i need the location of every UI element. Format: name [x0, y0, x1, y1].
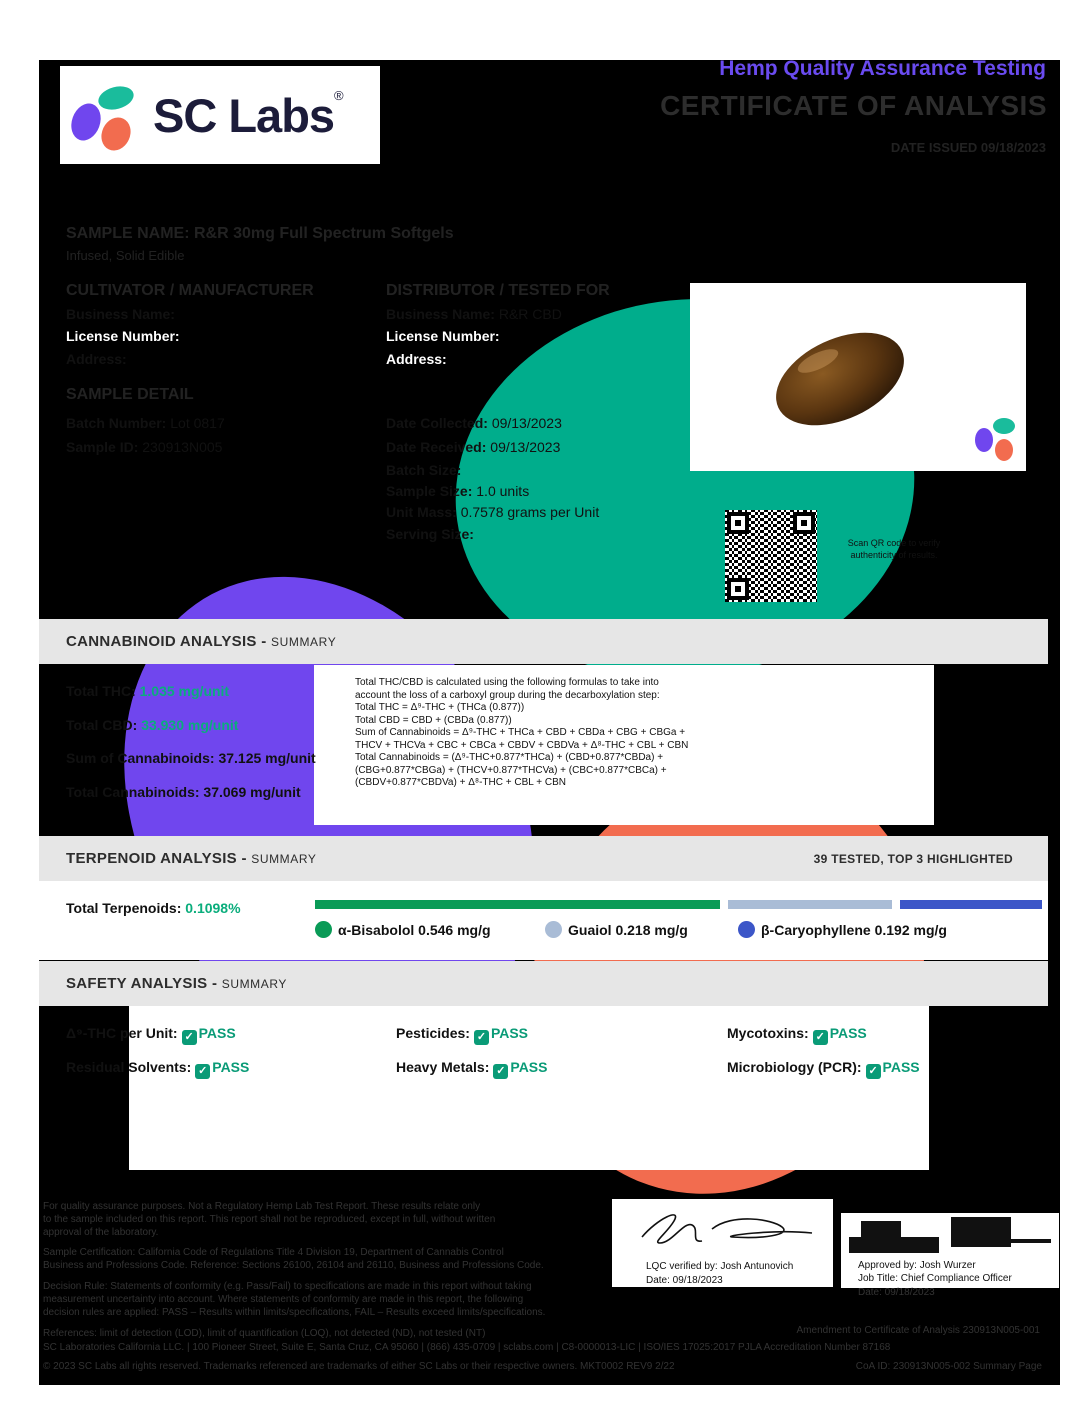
safety-heading: SAFETY ANALYSIS -	[66, 975, 218, 992]
safety-heavy-metals: Heavy Metals: ✓ PASS	[396, 1059, 548, 1077]
coa-id: CoA ID: 230913N005-002 Summary Page	[855, 1361, 1042, 1372]
terpene-legend-1: α-Bisabolol 0.546 mg/g	[315, 921, 491, 938]
terpene-legend-3: β-Caryophyllene 0.192 mg/g	[738, 921, 947, 938]
sample-size: Sample Size: 1.0 units	[386, 483, 530, 499]
amendment: Amendment to Certificate of Analysis 230913N005-001	[796, 1325, 1040, 1336]
references: References: limit of detection (LOD), limit of quantification (LOQ), not detected (ND), not tested (NT)	[43, 1328, 486, 1339]
batch-size: Batch Size:	[386, 462, 462, 478]
terpene-bar-segment-1	[315, 900, 720, 909]
total-cannabinoids: Total Cannabinoids: 37.069 mg/unit	[66, 784, 301, 800]
terpenoid-tested-note: 39 TESTED, TOP 3 HIGHLIGHTED	[813, 852, 1013, 866]
lqc-signature	[612, 1199, 833, 1259]
terpene-bar-segment-3	[900, 900, 1042, 909]
check-icon: ✓	[866, 1064, 881, 1079]
copyright: © 2023 SC Labs all rights reserved. Trademarks referenced are trademarks of either SC Labs or their respective owners. MKT0002 REV9 2/22	[43, 1361, 675, 1372]
terpenoid-heading: TERPENOID ANALYSIS -	[66, 850, 247, 867]
cultivator-heading: CULTIVATOR / MANUFACTURER	[66, 282, 314, 299]
white-panel-terp	[39, 880, 1048, 960]
qr-caption: Scan QR code to verify authenticity of results.	[847, 538, 941, 560]
cannabinoid-heading: CANNABINOID ANALYSIS -	[66, 633, 267, 650]
disclaimer: For quality assurance purposes. Not a Regulatory Hemp Lab Test Report. These results relate only to the sample included on this report. This report shall not be reproduced, except in full, without written approval of the laboratory.	[43, 1201, 496, 1238]
terpenoid-heading-sub: SUMMARY	[251, 852, 317, 866]
check-icon: ✓	[813, 1030, 828, 1045]
terpene-bar-segment-2	[728, 900, 892, 909]
formula-notes: Total THC/CBD is calculated using the following formulas to take into account the loss of a carboxyl group during the decarboxylation step: Total THC = Δ⁹-THC + (THCa (0.877)) Total CBD = CBD + (CBDa (0.877)) Sum of Cannabinoids = Δ⁹-THC + THCa + CBD + CBDa + CBG + CBGa + THCV + THCVa + CBC + CBCa + CBDV + CBDVa + Δ⁸-THC + CBL + CBN Total Cannabinoids = (Δ⁹-THC+0.877*THCa) + (CBD+0.877*CBDa) + (CBG+0.877*CBGa) + (THCV+0.877*THCVa) + (CBC+0.877*CBCa) + (CBDV+0.877*CBDVa) + Δ⁸-THC + CBL + CBN	[355, 677, 689, 788]
safety-thc-per-unit: Δ⁹-THC per Unit: ✓ PASS	[66, 1025, 236, 1043]
approved-title: Job Title: Chief Compliance Officer	[858, 1273, 1012, 1284]
lab-address: SC Laboratories California LLC. | 100 Pioneer Street, Suite E, Santa Cruz, CA 95060 | (866) 435-0709 | sclabs.com | C8-0000013-LIC | ISO/IES 17025:2017 PJLA Accreditation Number 87168	[43, 1342, 891, 1353]
serving-size: Serving Size:	[386, 526, 474, 542]
safety-residual-solvents: Residual Solvents: ✓ PASS	[66, 1059, 250, 1077]
safety-band	[39, 961, 1048, 1006]
safety-heading-sub: SUMMARY	[221, 977, 288, 991]
safety-mycotoxins: Mycotoxins: ✓ PASS	[727, 1025, 867, 1043]
terpenoid-band	[39, 836, 1048, 881]
lqc-date: Date: 09/18/2023	[646, 1275, 723, 1286]
distributor-license: License Number:	[386, 328, 500, 344]
safety-microbiology: Microbiology (PCR): ✓ PASS	[727, 1059, 920, 1077]
cannabinoid-band	[39, 619, 1048, 664]
terpene-share-bar	[315, 900, 1042, 909]
approver-signature	[841, 1213, 1059, 1258]
approved-by: Approved by: Josh Wurzer	[858, 1260, 976, 1271]
sample-id: Sample ID: 230913N005	[66, 439, 223, 455]
qr-code[interactable]	[725, 510, 817, 602]
page-title: CERTIFICATE OF ANALYSIS	[660, 90, 1047, 121]
sample-type: Infused, Solid Edible	[66, 248, 185, 263]
sample-name: SAMPLE NAME: R&R 30mg Full Spectrum Softgels	[66, 225, 454, 242]
cultivator-address: Address:	[66, 351, 127, 367]
certification: Sample Certification: California Code of Regulations Title 4 Division 19, Department of Cannabis Control Business and Professions Code. Reference: Sections 26100, 26104 and 26110, Business and Professions Code.	[43, 1247, 544, 1271]
total-cbd: Total CBD: 33.930 mg/unit	[66, 717, 239, 733]
sc-labs-logo-icon	[64, 76, 144, 156]
date-received: Date Received: 09/13/2023	[386, 439, 561, 455]
softgel-image	[690, 283, 1026, 471]
check-icon: ✓	[474, 1030, 489, 1045]
approver-signature-box	[841, 1213, 1059, 1288]
cultivator-business: Business Name:	[66, 306, 175, 322]
distributor-business: Business Name: R&R CBD	[386, 306, 562, 322]
distributor-heading: DISTRIBUTOR / TESTED FOR	[386, 282, 610, 299]
logo-box	[60, 66, 380, 164]
safety-pesticides: Pesticides: ✓ PASS	[396, 1025, 529, 1043]
distributor-address: Address:	[386, 351, 447, 367]
total-thc: Total THC: 1.035 mg/unit	[66, 683, 230, 699]
decision-rule: Decision Rule: Statements of conformity (e.g. Pass/Fail) to specifications are made in this report without taking measurement uncertainty into account. Where statements of conformity are made in this report, the following decision rules are applied: PASS – Results within limits/specifications, FAIL – Results exceed limits/specifications.	[43, 1281, 546, 1318]
detail-heading: SAMPLE DETAIL	[66, 386, 194, 403]
sum-cannabinoids: Sum of Cannabinoids: 37.125 mg/unit	[66, 750, 316, 766]
date-issued: DATE ISSUED 09/18/2023	[890, 140, 1046, 155]
batch-number: Batch Number: Lot 0817	[66, 415, 225, 431]
terpene-legend-2: Guaiol 0.218 mg/g	[545, 921, 688, 938]
terpene-dot-3	[738, 921, 755, 938]
total-terpenoids: Total Terpenoids: 0.1098%	[66, 900, 241, 916]
approved-date: Date: 09/18/2023	[858, 1287, 935, 1298]
cultivator-license: License Number:	[66, 328, 180, 344]
unit-mass: Unit Mass: 0.7578 grams per Unit	[386, 504, 600, 520]
terpene-dot-1	[315, 921, 332, 938]
terpene-dot-2	[545, 921, 562, 938]
check-icon: ✓	[195, 1064, 210, 1079]
brand-name: SC Labs®	[153, 88, 343, 142]
certificate-sheet	[39, 60, 1060, 1385]
kicker: Hemp Quality Assurance Testing	[719, 60, 1046, 80]
cannabinoid-heading-sub: SUMMARY	[270, 635, 337, 649]
date-collected: Date Collected: 09/13/2023	[386, 415, 562, 431]
product-photo	[690, 283, 1026, 471]
check-icon: ✓	[493, 1064, 508, 1079]
check-icon: ✓	[182, 1030, 197, 1045]
lqc-verified: LQC verified by: Josh Antunovich	[646, 1261, 794, 1272]
lqc-signature-box	[612, 1199, 833, 1287]
